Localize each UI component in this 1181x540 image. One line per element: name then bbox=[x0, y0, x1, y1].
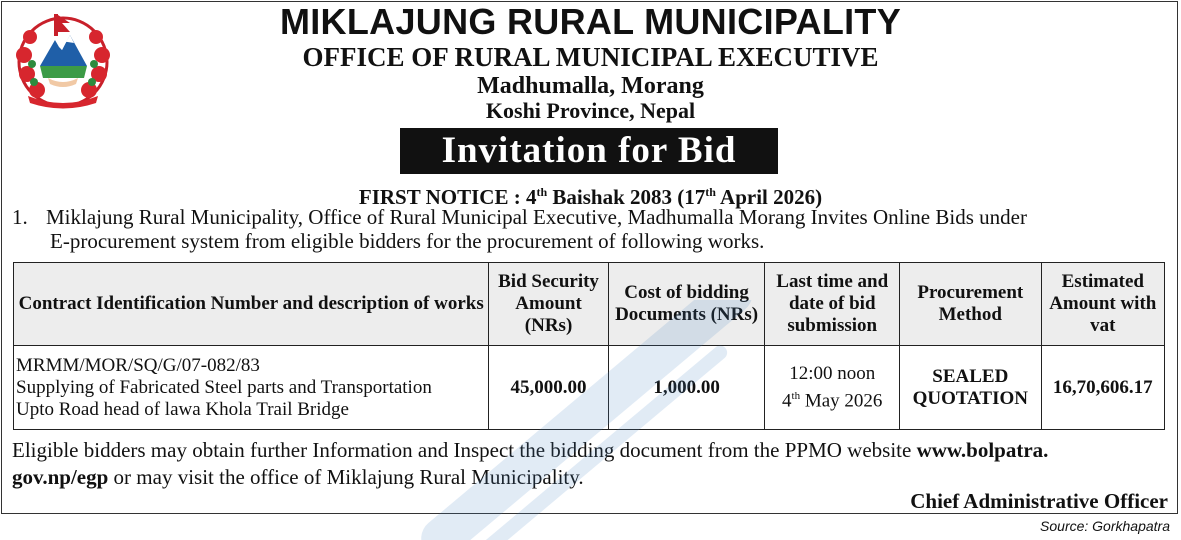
contract-desc-1: Supplying of Fabricated Steel parts and Transportation bbox=[16, 376, 432, 398]
office-title: OFFICE OF RURAL MUNICIPAL EXECUTIVE bbox=[302, 42, 879, 72]
province-line: Koshi Province, Nepal bbox=[485, 98, 696, 123]
header-method: Procurement Method bbox=[899, 263, 1041, 346]
method-cell bbox=[899, 346, 1041, 430]
bid-security-cell: 45,000.00 bbox=[489, 346, 608, 430]
contract-cell bbox=[14, 346, 489, 430]
table-header-row bbox=[14, 263, 1165, 346]
method-line-1: SEALED bbox=[932, 365, 1009, 387]
deadline-time: 12:00 noon bbox=[789, 362, 876, 384]
paragraph-number: 1. bbox=[12, 205, 28, 229]
intro-paragraph bbox=[12, 205, 1168, 253]
intro-line-2: E-procurement system from eligible bidders for the procurement of following works. bbox=[50, 229, 765, 253]
header-doc-cost: Cost of bidding Documents (NRs) bbox=[608, 263, 765, 346]
bid-table bbox=[13, 262, 1165, 430]
estimate-cell: 16,70,606.17 bbox=[1041, 346, 1164, 430]
ppmo-link-part-2[interactable]: gov.np/egp bbox=[12, 465, 109, 489]
source-credit: Source: Gorkhapatra bbox=[1040, 518, 1170, 534]
contract-desc-2: Upto Road head of lawa Khola Trail Bridge bbox=[16, 398, 349, 420]
method-line-2: QUOTATION bbox=[912, 387, 1028, 409]
deadline-cell bbox=[765, 346, 900, 430]
footer-paragraph: Eligible bidders may obtain further Information and Inspect the bidding document from the PPMO website www.bolpatra. gov.np/egp or may visit the office of Miklajung Rural Municipality. bbox=[12, 438, 1049, 489]
contract-id: MRMM/MOR/SQ/G/07-082/83 bbox=[16, 354, 260, 376]
deadline-date: 4th May 2026 bbox=[782, 389, 883, 412]
header-estimate: Estimated Amount with vat bbox=[1041, 263, 1164, 346]
municipality-title: MIKLAJUNG RURAL MUNICIPALITY bbox=[279, 1, 902, 42]
ppmo-link-part-1[interactable]: www.bolpatra. bbox=[916, 438, 1049, 462]
signer-title: Chief Administrative Officer bbox=[910, 489, 1168, 513]
invitation-banner: Invitation for Bid bbox=[400, 128, 778, 174]
intro-line-1: Miklajung Rural Municipality, Office of Rural Municipal Executive, Madhumalla Morang Invites Online Bids under bbox=[46, 205, 1027, 229]
location-line: Madhumalla, Morang bbox=[477, 73, 704, 99]
header-contract: Contract Identification Number and description of works bbox=[14, 263, 489, 346]
table-row bbox=[14, 346, 1165, 430]
header-bid-security: Bid Security Amount (NRs) bbox=[489, 263, 608, 346]
first-notice-line: FIRST NOTICE : 4th Baishak 2083 (17th April 2026) bbox=[358, 185, 823, 209]
doc-cost-cell: 1,000.00 bbox=[608, 346, 765, 430]
header-deadline: Last time and date of bid submission bbox=[765, 263, 900, 346]
